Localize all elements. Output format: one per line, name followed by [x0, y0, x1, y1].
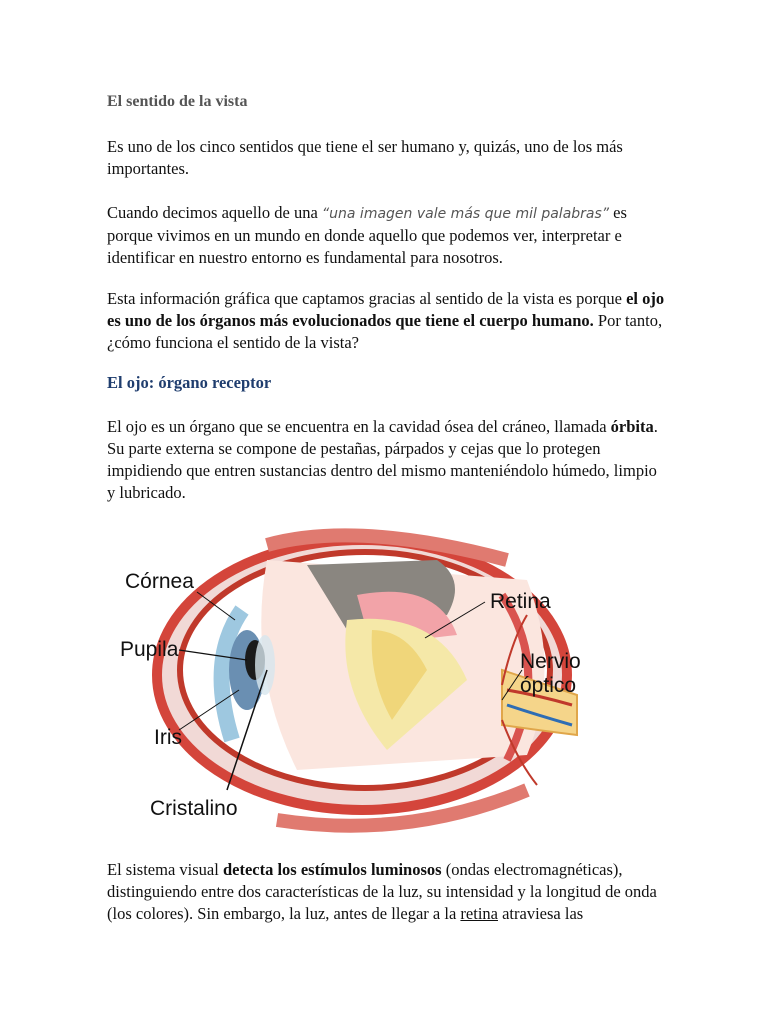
paragraph-vision-middle: (ondas electromagnéticas), distinguiendo entre dos características de la luz, su intensidad y la longitud de onda (los colores). Sin embargo, la luz, antes de llegar a la [107, 860, 657, 923]
paragraph-orbita-after: . Su parte externa se compone de pestañas, párpados y cejas que lo protegen impidiendo que entren sustancias dentro del mismo manteniéndolo húmedo, limpio y lubricado. [107, 417, 658, 502]
paragraph-info-bold: el ojo es uno de los órganos más evolucionados que tiene el cuerpo humano. [107, 289, 665, 330]
label-cornea: Córnea [125, 570, 194, 593]
retina-link[interactable]: retina [460, 904, 498, 923]
paragraph-info-before: Esta información gráfica que captamos gracias al sentido de la vista es porque [107, 289, 627, 308]
paragraph-info-after: Por tanto, ¿cómo funciona el sentido de la vista? [107, 311, 663, 352]
paragraph-vision-system [107, 859, 667, 925]
paragraph-quote-after: es porque vivimos en un mundo en donde aquello que podemos ver, interpretar e identificar en nuestro entorno es fundamental para nosotros. [107, 203, 627, 267]
paragraph-intro-text: Es uno de los cinco sentidos que tiene el ser humano y, quizás, uno de los más importantes. [107, 137, 623, 178]
page-title: El sentido de la vista [107, 93, 248, 110]
paragraph-info [107, 288, 667, 354]
paragraph-orbita-bold: órbita [610, 417, 654, 436]
paragraph-orbita-before: El ojo es un órgano que se encuentra en la cavidad ósea del cráneo, llamada [107, 417, 611, 436]
eye-anatomy-figure [107, 520, 602, 840]
label-iris: Iris [154, 726, 182, 749]
label-nervio-line2: óptico [520, 674, 577, 697]
paragraph-orbita [107, 416, 667, 504]
label-cristalino: Cristalino [150, 797, 238, 820]
lens-shape [255, 635, 275, 695]
quote-text: “una imagen vale más que mil palabras” [321, 206, 610, 222]
paragraph-vision-before: El sistema visual [107, 860, 223, 879]
section-heading: El ojo: órgano receptor [107, 373, 272, 392]
paragraph-quote [107, 202, 667, 269]
label-pupila: Pupila [120, 638, 179, 661]
paragraph-quote-before: Cuando decimos aquello de una [107, 203, 322, 222]
paragraph-vision-after: atraviesa las [497, 904, 584, 923]
label-nervio-line1: Nervio [520, 650, 581, 673]
paragraph-intro [107, 136, 667, 180]
paragraph-vision-bold: detecta los estímulos luminosos [222, 860, 442, 879]
label-retina: Retina [490, 590, 551, 613]
